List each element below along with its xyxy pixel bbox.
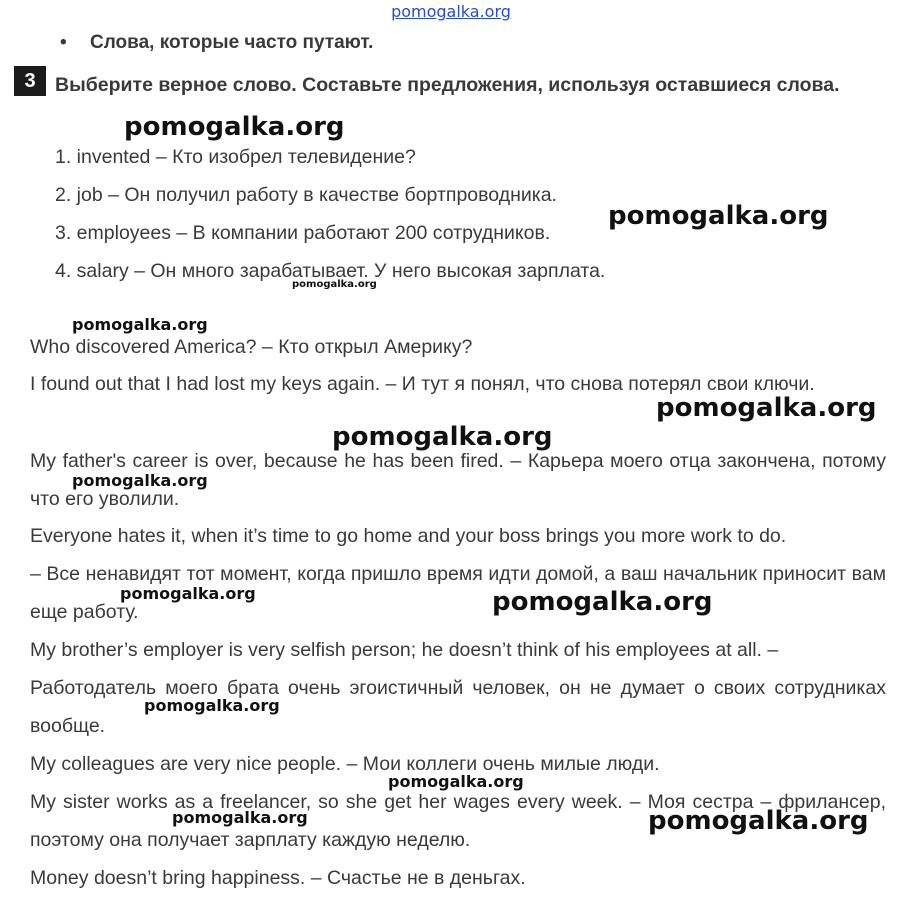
watermark: pomogalka.org bbox=[492, 587, 713, 617]
top-watermark-link[interactable]: pomogalka.org bbox=[391, 2, 511, 21]
watermark: pomogalka.org bbox=[648, 806, 869, 836]
answer-item: 4. salary – Он много зарабатывает. У него высокая зарплата. bbox=[55, 260, 606, 282]
watermark: pomogalka.org bbox=[388, 772, 524, 791]
section-heading-text: Слова, которые часто путают. bbox=[90, 32, 374, 53]
sentence: My brother’s employer is very selfish person; he doesn’t think of his employees at all. – bbox=[30, 639, 779, 661]
watermark: pomogalka.org bbox=[124, 112, 345, 142]
task-number-badge: 3 bbox=[14, 66, 46, 96]
watermark: pomogalka.org bbox=[608, 201, 829, 231]
sentence: Everyone hates it, when it’s time to go home and your boss brings you more work to do. bbox=[30, 525, 787, 547]
watermark: pomogalka.org bbox=[120, 584, 256, 603]
sentence: – Все ненавидят тот момент, когда пришло время идти домой, а ваш начальник приносит вам еще работу. bbox=[30, 563, 886, 623]
sentence: Who discovered America? – Кто открыл Америку? bbox=[30, 336, 473, 358]
answer-item: 3. employees – В компании работают 200 сотрудников. bbox=[55, 222, 551, 244]
sentence: Работодатель моего брата очень эгоистичный человек, он не думает о своих сотрудниках вообще. bbox=[30, 677, 886, 737]
watermark: pomogalka.org bbox=[72, 315, 208, 334]
sentence: My sister works as a freelancer, so she get her wages every week. – Моя сестра – фрилансер, поэтому она получает зарплату каждую неделю. bbox=[30, 791, 886, 851]
section-heading bbox=[60, 32, 373, 54]
sentence: My colleagues are very nice people. – Мои коллеги очень милые люди. bbox=[30, 753, 660, 775]
answer-item: 1. invented – Кто изобрел телевидение? bbox=[55, 146, 416, 168]
watermark: pomogalka.org bbox=[172, 808, 308, 827]
watermark: pomogalka.org bbox=[332, 422, 553, 452]
bullet-icon: • bbox=[60, 32, 67, 53]
watermark: pomogalka.org bbox=[656, 393, 877, 423]
watermark: pomogalka.org bbox=[144, 696, 280, 715]
task-instruction: Выберите верное слово. Составьте предложения, используя оставшиеся слова. bbox=[55, 74, 840, 96]
watermark: pomogalka.org bbox=[72, 471, 208, 490]
sentence: Money doesn’t bring happiness. – Счастье не в деньгах. bbox=[30, 867, 526, 889]
sentence: I found out that I had lost my keys again. – И тут я понял, что снова потерял свои ключи. bbox=[30, 373, 815, 395]
watermark: pomogalka.org bbox=[292, 279, 377, 290]
answer-item: 2. job – Он получил работу в качестве бортпроводника. bbox=[55, 184, 557, 206]
sentence: My father's career is over, because he has been fired. – Карьера моего отца закончена, потому что его уволили. bbox=[30, 450, 886, 510]
